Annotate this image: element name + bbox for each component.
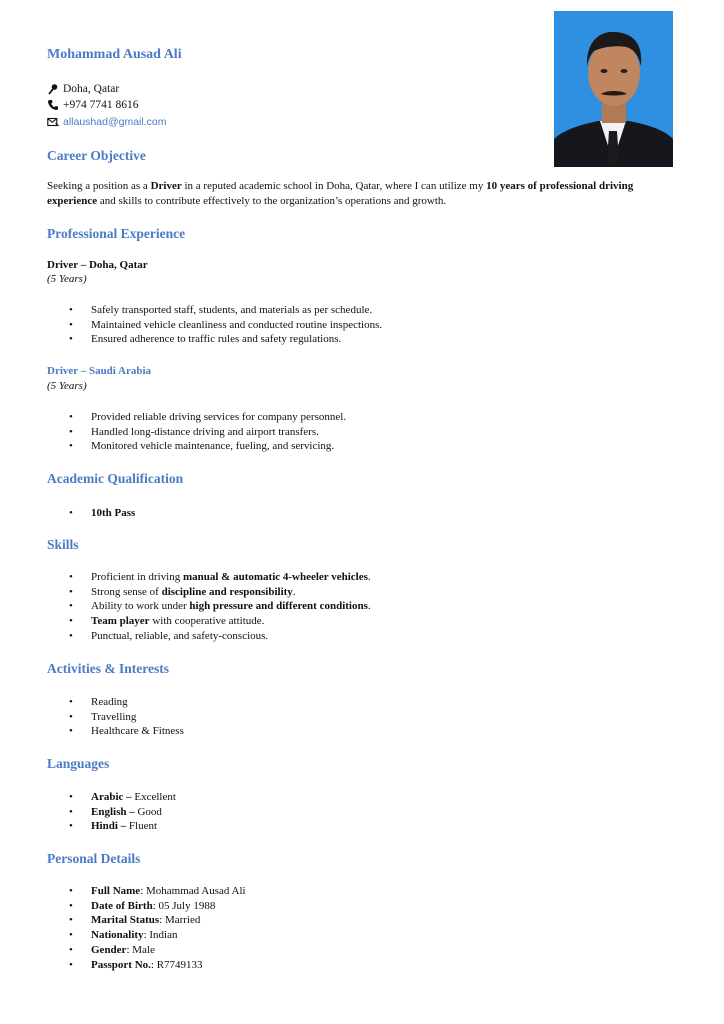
professional-experience-heading: Professional Experience xyxy=(47,226,186,241)
contact-phone xyxy=(47,99,139,111)
list-item: • Full Name: Mohammad Ausad Ali xyxy=(47,884,246,899)
portrait-image xyxy=(554,11,673,167)
list-item: • Travelling xyxy=(47,710,184,725)
job-title: Driver – Doha, Qatar xyxy=(47,259,148,271)
list-item: • English – Good xyxy=(47,805,176,820)
skills-heading: Skills xyxy=(47,537,79,552)
phone-icon xyxy=(47,99,59,111)
list-item: • Monitored vehicle maintenance, fueling, and servicing. xyxy=(47,439,346,454)
academic-list xyxy=(47,506,135,521)
career-objective-text: Seeking a position as a Driver in a reputed academic school in Doha, Qatar, where I can utilize my 10 years of professional driving experience and skills to contribute effectively to the organization’s operations and growth. xyxy=(47,180,634,207)
list-item: • Safely transported staff, students, and materials as per schedule. xyxy=(47,303,382,318)
list-item: • Ability to work under high pressure and different conditions. xyxy=(47,599,371,614)
profile-photo xyxy=(554,11,673,167)
skills-list xyxy=(47,570,371,644)
contact-location xyxy=(47,83,119,95)
activities-list xyxy=(47,695,184,739)
contact-email xyxy=(47,116,166,128)
list-item: • Marital Status: Married xyxy=(47,913,246,928)
email-link[interactable]: allaushad@gmail.com xyxy=(63,116,167,128)
job-duration: (5 Years) xyxy=(47,273,87,285)
list-item: • Strong sense of discipline and responsibility. xyxy=(47,585,371,600)
list-item: • Hindi – Fluent xyxy=(47,819,176,834)
list-item: • Healthcare & Fitness xyxy=(47,724,184,739)
languages-heading: Languages xyxy=(47,756,110,771)
list-item: • Passport No.: R7749133 xyxy=(47,958,246,973)
list-item: • Nationality: Indian xyxy=(47,928,246,943)
location-text: Doha, Qatar xyxy=(63,83,120,95)
list-item: • Handled long-distance driving and airport transfers. xyxy=(47,425,346,440)
list-item: • Maintained vehicle cleanliness and conducted routine inspections. xyxy=(47,318,382,333)
mail-icon xyxy=(47,116,59,128)
academic-qualification-heading: Academic Qualification xyxy=(47,471,184,486)
job-title: Driver – Saudi Arabia xyxy=(47,365,152,377)
list-item: • Team player with cooperative attitude. xyxy=(47,614,371,629)
job-duration: (5 Years) xyxy=(47,380,87,392)
list-item: • Arabic – Excellent xyxy=(47,790,176,805)
personal-details-list xyxy=(47,884,246,972)
job-duties-list xyxy=(47,303,382,347)
job-duties-list xyxy=(47,410,346,454)
phone-text: +974 7741 8616 xyxy=(63,99,139,111)
languages-list xyxy=(47,790,176,834)
activities-heading: Activities & Interests xyxy=(47,661,169,676)
list-item: • Punctual, reliable, and safety-conscious. xyxy=(47,629,371,644)
list-item: • Ensured adherence to traffic rules and safety regulations. xyxy=(47,332,382,347)
list-item: • Gender: Male xyxy=(47,943,246,958)
list-item: • Provided reliable driving services for company personnel. xyxy=(47,410,346,425)
list-item: • Date of Birth: 05 July 1988 xyxy=(47,899,246,914)
personal-details-heading: Personal Details xyxy=(47,851,141,866)
list-item: • Proficient in driving manual & automatic 4-wheeler vehicles. xyxy=(47,570,371,585)
candidate-name: Mohammad Ausad Ali xyxy=(47,47,182,62)
career-objective-heading: Career Objective xyxy=(47,148,146,163)
list-item: • Reading xyxy=(47,695,184,710)
list-item: • 10th Pass xyxy=(47,506,135,521)
map-pin-icon xyxy=(47,83,59,95)
